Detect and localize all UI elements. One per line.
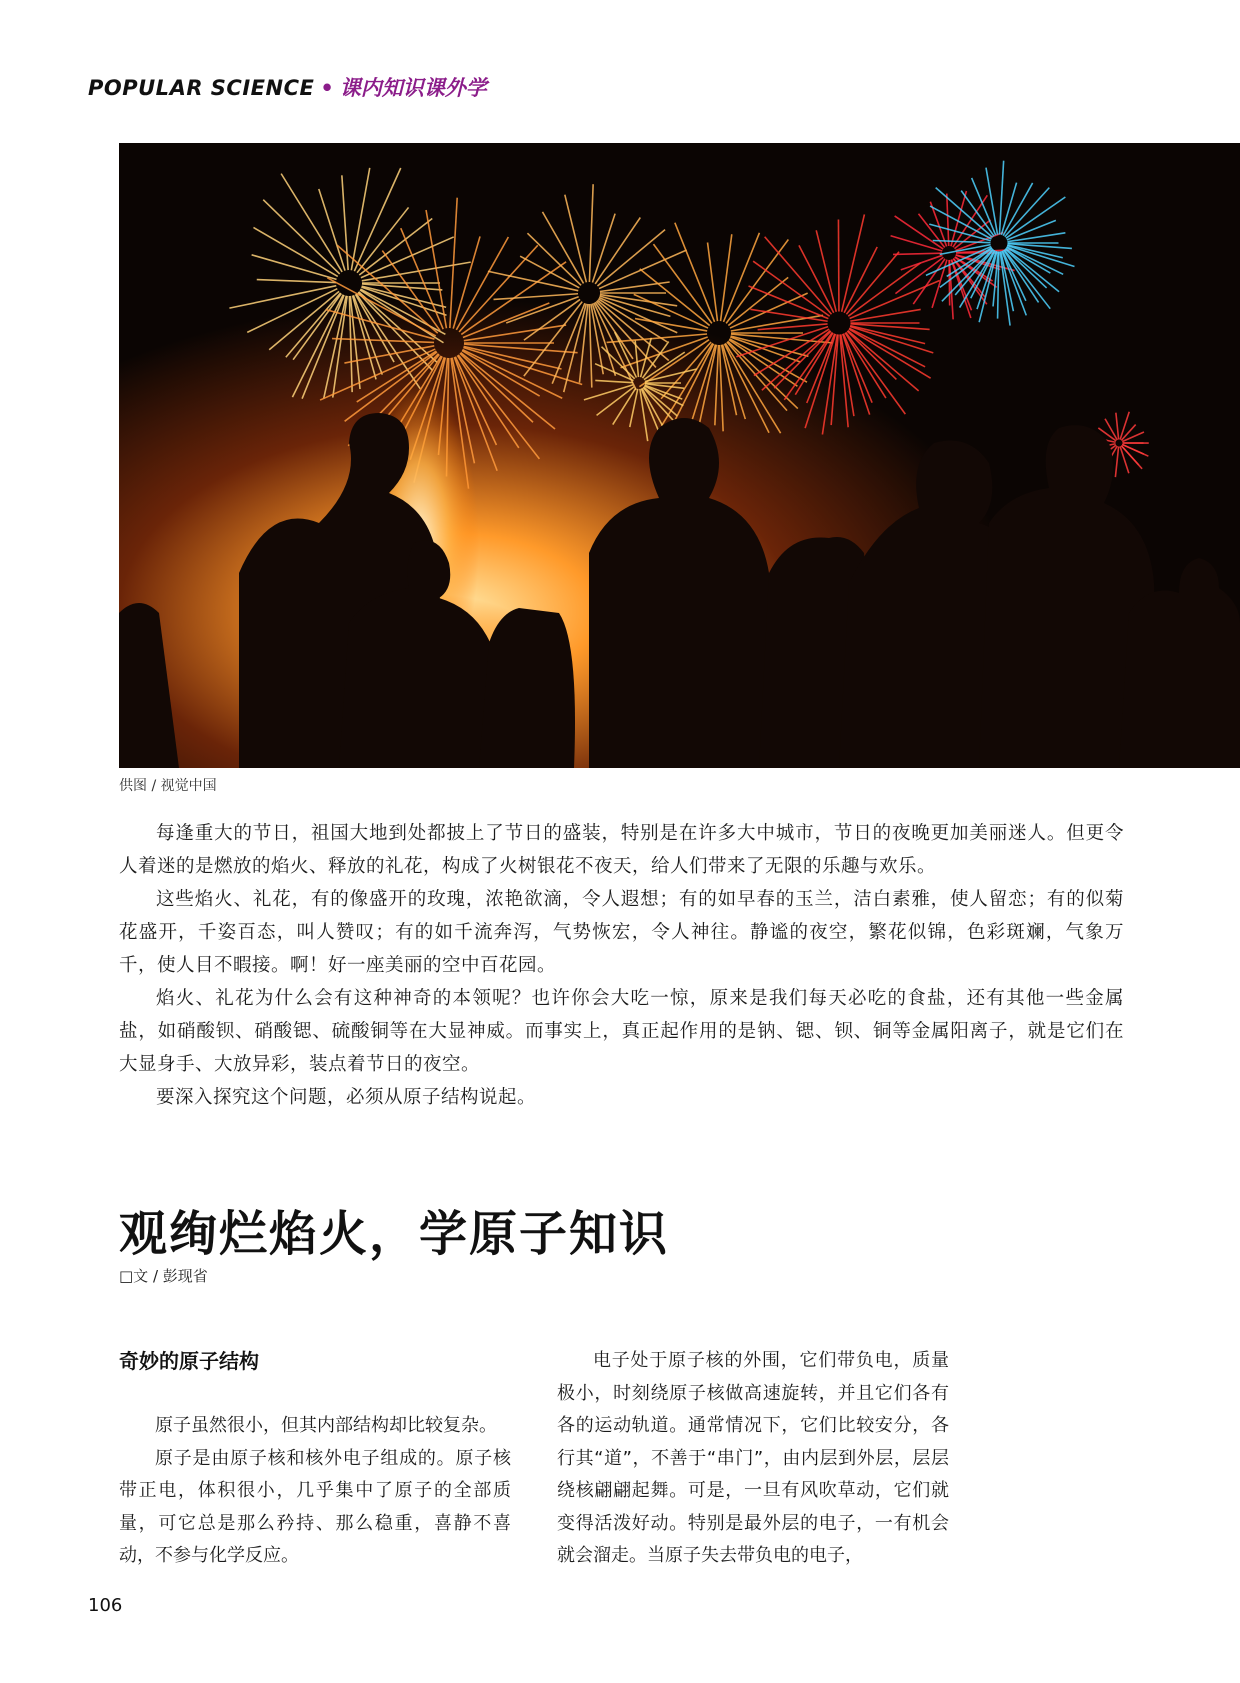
- body-paragraph: 原子是由原子核和核外电子组成的。原子核带正电，体积很小，几乎集中了原子的全部质量，可它总是那么矜持、那么稳重，喜静不喜动，不参与化学反应。: [119, 1447, 511, 1566]
- intro-paragraph: 要深入探究这个问题，必须从原子结构说起。: [156, 1087, 537, 1108]
- body-paragraph: 原子虽然很小，但其内部结构却比较复杂。: [155, 1415, 497, 1436]
- magazine-header: [88, 72, 487, 102]
- article-title: 观绚烂焰火，学原子知识: [119, 1206, 670, 1262]
- article-byline: □文 / 彭现省: [119, 1267, 208, 1285]
- intro-paragraph: 这些焰火、礼花，有的像盛开的玫瑰，浓艳欲滴，令人遐想；有的如早春的玉兰，洁白素雅，使人留恋；有的似菊花盛开，千姿百态，叫人赞叹；有的如千流奔泻，气势恢宏，令人神往。静谧的夜空，繁花似锦，色彩斑斓，气象万千，使人目不暇接。啊！好一座美丽的空中百花园。: [119, 889, 1124, 976]
- fireworks-photo: [119, 143, 1240, 768]
- column-name: 课内知识课外学: [339, 76, 487, 100]
- firework-spark: [838, 220, 839, 312]
- article-column-right: [557, 1345, 949, 1573]
- intro-text: [119, 817, 1124, 1114]
- magazine-brand: POPULAR SCIENCE: [88, 76, 315, 100]
- intro-paragraph: 焰火、礼花为什么会有这种神奇的本领呢？也许你会大吃一惊，原来是我们每天必吃的食盐，还有其他一些金属盐，如硝酸钡、硝酸锶、硫酸铜等在大显神威。而事实上，真正起作用的是钠、锶、钡、铜等金属阳离子，就是它们在大显身手、大放异彩，装点着节日的夜空。: [119, 988, 1124, 1075]
- article-column-left: [119, 1410, 511, 1573]
- page-number: 106: [88, 1595, 123, 1616]
- section-subhead: 奇妙的原子结构: [119, 1349, 259, 1373]
- intro-paragraph: 每逢重大的节日，祖国大地到处都披上了节日的盛装，特别是在许多大中城市，节日的夜晚更加美丽迷人。但更令人着迷的是燃放的焰火、释放的礼花，构成了火树银花不夜天，给人们带来了无限的乐趣与欢乐。: [119, 823, 1124, 877]
- fireworks-illustration: [119, 143, 1240, 768]
- body-paragraph: 电子处于原子核的外围，它们带负电，质量极小，时刻绕原子核做高速旋转，并且它们各有各的运动轨道。通常情况下，它们比较安分，各行其“道”，不善于“串门”，由内层到外层，层层绕核翩翩起舞。可是，一旦有风吹草动，它们就变得活泼好动。特别是最外层的电子，一有机会就会溜走。当原子失去带负电的电子，: [557, 1350, 949, 1566]
- photo-credit: 供图 / 视觉中国: [119, 778, 217, 794]
- header-separator: •: [320, 76, 334, 100]
